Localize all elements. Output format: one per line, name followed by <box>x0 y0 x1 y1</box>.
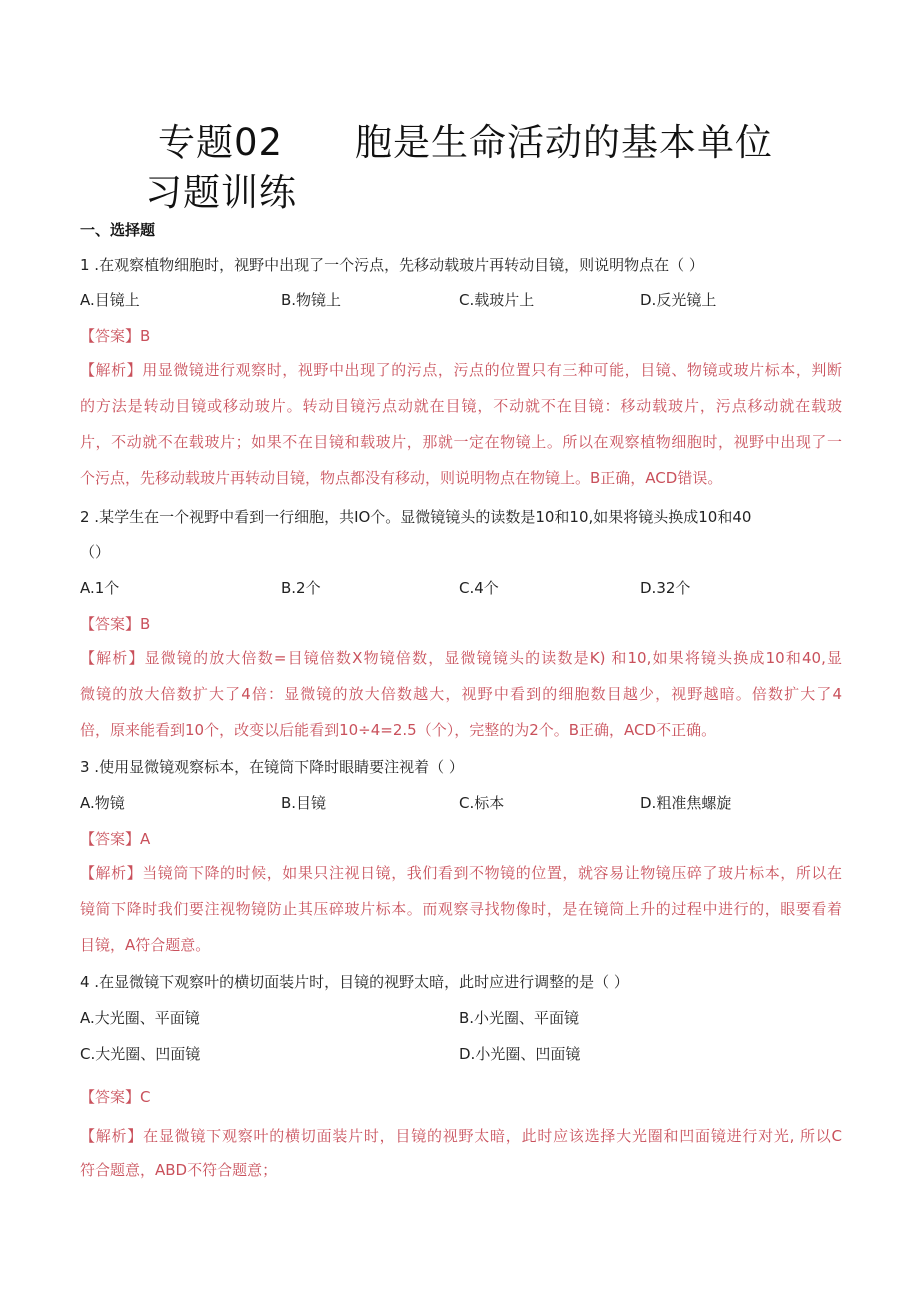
question-1-option-b: B.物镜上 <box>281 291 342 309</box>
explanation-line: 镜简下降时我们要注视物镜防止其压碎玻片标本。而观察寻找物像时，是在镜筒上升的过程中进行的，眼要看着 <box>80 900 842 918</box>
question-4-answer <box>80 1086 151 1107</box>
answer-value: B <box>140 327 151 345</box>
question-4-stem: 4 .在显微镜下观察叶的横切面装片时，目镜的视野太暗，此时应进行调整的是（ ） <box>80 973 629 991</box>
question-2-stem: 2 .某学生在一个视野中看到一行细胞，共IO个。显微镜镜头的读数是10和10,如果将镜头换成10和40 <box>80 508 752 526</box>
question-3-option-d: D.粗准焦螺旋 <box>640 794 732 812</box>
explanation-line: 个污点，先移动载玻片再转动目镜，物点都没有移动，则说明物点在物镜上。B正确，ACD错误。 <box>80 469 723 487</box>
question-2-explanation <box>80 640 842 748</box>
question-1-option-c: C.载玻片上 <box>459 291 535 309</box>
explanation-line: 倍，原来能看到10个，改变以后能看到10÷4=2.5（个），完整的为2个。B正确，ACD不正确。 <box>80 721 717 739</box>
answer-value: A <box>140 830 151 848</box>
section-heading: 一、选择题 <box>80 221 156 239</box>
answer-value: C <box>140 1088 151 1106</box>
explanation-line: 片，不动就不在载玻片；如果不在目镜和载玻片，那就一定在物镜上。所以在观察植物细胞时，视野中出现了一 <box>80 433 842 451</box>
question-3-option-c: C.标本 <box>459 794 505 812</box>
title-line2: 习题训练 <box>145 171 297 214</box>
question-3-stem: 3 .使用显微镜观察标本，在镜筒下降时眼睛要注视着（ ） <box>80 758 464 776</box>
question-1-option-d: D.反光镜上 <box>640 291 717 309</box>
answer-tag: 【答案】 <box>80 615 141 633</box>
question-1-option-a: A.目镜上 <box>80 291 140 309</box>
question-2-answer <box>80 613 150 634</box>
explain-tag: 【解析】 <box>80 864 143 882</box>
question-1-stem: 1 .在观察植物细胞时，视野中出现了一个污点，先移动载玻片再转动目镜，则说明物点在（ ） <box>80 256 704 274</box>
explain-tag: 【解析】 <box>80 361 143 379</box>
question-3-option-b: B.目镜 <box>281 794 327 812</box>
question-2-stem-line2: （） <box>80 543 111 561</box>
question-2-option-d: D.32个 <box>640 579 691 597</box>
answer-tag: 【答案】 <box>80 1088 141 1106</box>
explanation-line: 【解析】用显微镜进行观察时，视野中出现了的污点，污点的位置只有三种可能，目镜、物镜或玻片标本，判断 <box>80 361 842 379</box>
question-2-option-b: B.2个 <box>281 579 321 597</box>
question-1-answer <box>80 325 150 346</box>
question-4-option-b: B.小光圈、平面镜 <box>459 1009 580 1027</box>
question-3-option-a: A.物镜 <box>80 794 125 812</box>
answer-tag: 【答案】 <box>80 830 141 848</box>
explanation-line: 【解析】当镜筒下降的时候，如果只注视日镜，我们看到不物镜的位置，就容易让物镜压碎了玻片标本，所以在 <box>80 864 842 882</box>
explanation-line: 微镜的放大倍数扩大了4倍：显微镜的放大倍数越大，视野中看到的细胞数目越少，视野越暗。倍数扩大了4 <box>80 685 842 703</box>
answer-value: B <box>140 615 151 633</box>
explanation-line: 的方法是转动目镜或移动玻片。转动目镜污点动就在目镜，不动就不在目镜：移动载玻片，污点移动就在载玻 <box>80 397 842 415</box>
title-prefix: 专题02 <box>158 121 284 164</box>
explanation-line: 目镜，A符合题意。 <box>80 936 211 954</box>
explain-tag: 【解析】 <box>80 1127 144 1145</box>
explanation-line: 【解析】显微镜的放大倍数=目镜倍数X物镜倍数，显微镜镜头的读数是K) 和10,如果将镜头换成10和40,显 <box>80 649 842 667</box>
explain-tag: 【解析】 <box>80 649 145 667</box>
explanation-line: 符合题意，ABD不符合题意； <box>80 1161 278 1179</box>
question-4-option-d: D.小光圈、凹面镜 <box>459 1045 581 1063</box>
question-3-answer <box>80 828 150 849</box>
question-3-explanation <box>80 855 842 963</box>
answer-tag: 【答案】 <box>80 327 141 345</box>
question-1-explanation <box>80 352 842 496</box>
question-2-option-c: C.4个 <box>459 579 499 597</box>
title-main: 胞是生命活动的基本单位 <box>355 121 773 164</box>
explanation-line: 【解析】在显微镜下观察叶的横切面装片时，目镜的视野太暗，此时应该选择大光圈和凹面镜进行对光, 所以C <box>80 1127 842 1145</box>
question-4-option-a: A.大光圈、平面镜 <box>80 1009 200 1027</box>
question-4-option-c: C.大光圈、凹面镜 <box>80 1045 201 1063</box>
question-2-option-a: A.1个 <box>80 579 120 597</box>
question-4-explanation <box>80 1119 842 1187</box>
